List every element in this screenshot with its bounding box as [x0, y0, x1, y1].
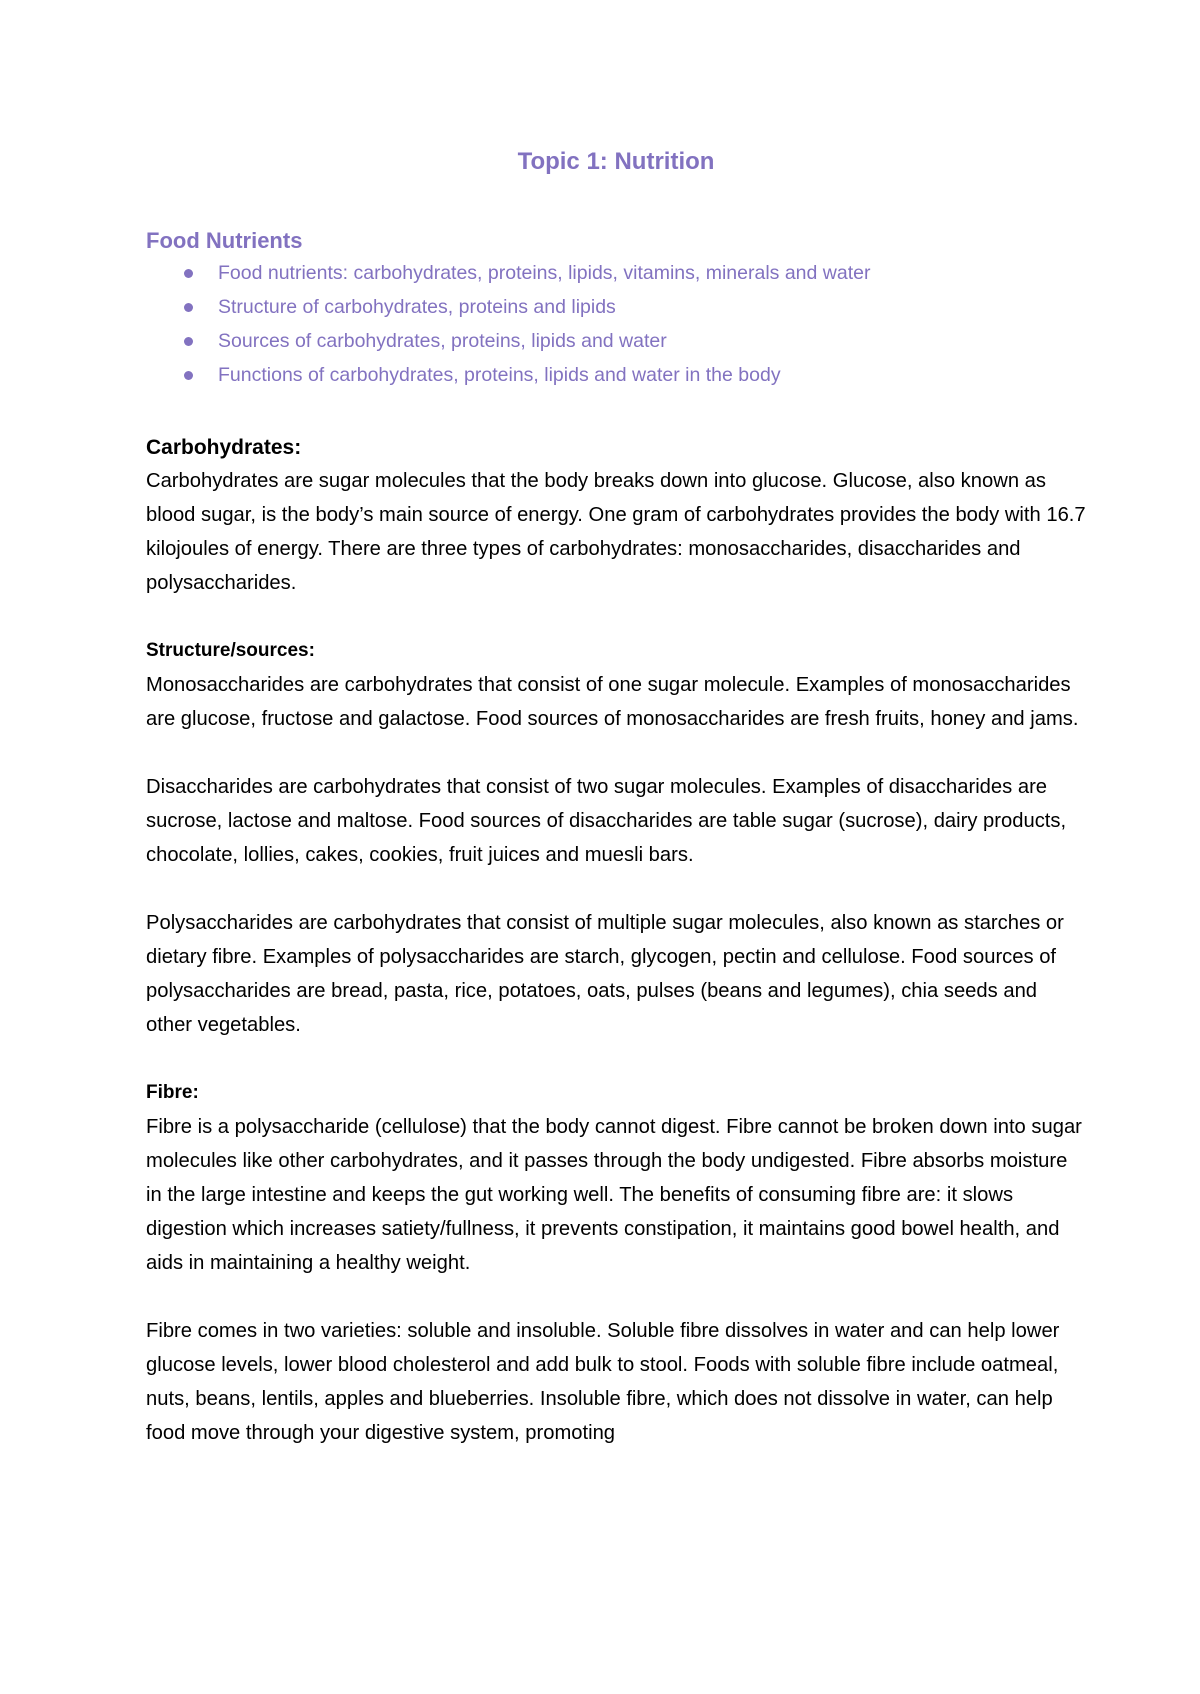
fibre-heading: Fibre: — [146, 1082, 199, 1103]
list-item — [184, 324, 1086, 358]
disaccharides-paragraph: Disaccharides are carbohydrates that consist of two sugar molecules. Examples of disaccharides are sucrose, lactose and maltose. Food sources of disaccharides are table sugar (sucrose), dairy products, chocolate, lollies, cakes, cookies, fruit juices and muesli bars. — [146, 776, 1067, 866]
bullet-icon — [184, 303, 193, 312]
carbohydrates-intro: Carbohydrates are sugar molecules that the body breaks down into glucose. Glucose, also known as blood sugar, is the body’s main source of energy. One gram of carbohydrates provides the body with 16.7 kilojoules of energy. There are three types of carbohydrates: monosaccharides, disaccharides and polysaccharides. — [146, 470, 1086, 594]
fibre-paragraph-2: Fibre comes in two varieties: soluble and insoluble. Soluble fibre dissolves in water and can help lower glucose levels, lower blood cholesterol and add bulk to stool. Foods with soluble fibre include oatmeal, nuts, beans, lentils, apples and blueberries. Insoluble fibre, which does not dissolve in water, can help food move through your digestive system, promoting — [146, 1320, 1060, 1444]
carbohydrates-heading: Carbohydrates: — [146, 436, 302, 459]
list-item-text: Sources of carbohydrates, proteins, lipids and water — [218, 330, 667, 352]
food-nutrients-heading: Food Nutrients — [146, 228, 303, 253]
paragraph-spacer — [146, 600, 1086, 634]
polysaccharides-paragraph: Polysaccharides are carbohydrates that consist of multiple sugar molecules, also known as starches or dietary fibre. Examples of polysaccharides are starch, glycogen, pectin and cellulose. Food sources of polysaccharides are bread, pasta, rice, potatoes, oats, pulses (beans and legumes), chia seeds and other vegetables. — [146, 912, 1064, 1036]
paragraph-spacer — [146, 1280, 1086, 1314]
list-item — [184, 358, 1086, 392]
monosaccharides-paragraph: Monosaccharides are carbohydrates that consist of one sugar molecule. Examples of monosaccharides are glucose, fructose and galactose. Food sources of monosaccharides are fresh fruits, honey and jams. — [146, 674, 1079, 730]
fibre-paragraph-1: Fibre is a polysaccharide (cellulose) that the body cannot digest. Fibre cannot be broken down into sugar molecules like other carbohydrates, and it passes through the body undigested. Fibre absorbs moisture in the large intestine and keeps the gut working well. The benefits of consuming fibre are: it slows digestion which increases satiety/fullness, it prevents constipation, it maintains good bowel health, and aids in maintaining a healthy weight. — [146, 1116, 1082, 1274]
food-nutrients-list — [146, 256, 1086, 392]
list-item-text: Functions of carbohydrates, proteins, lipids and water in the body — [218, 364, 781, 386]
document-title: Topic 1: Nutrition — [517, 148, 715, 175]
list-item — [184, 290, 1086, 324]
bullet-icon — [184, 337, 193, 346]
structure-sources-heading: Structure/sources: — [146, 640, 315, 661]
document-content — [146, 140, 1086, 1450]
bullet-icon — [184, 371, 193, 380]
list-item-text: Food nutrients: carbohydrates, proteins, lipids, vitamins, minerals and water — [218, 262, 871, 284]
paragraph-spacer — [146, 736, 1086, 770]
list-item — [184, 256, 1086, 290]
bullet-icon — [184, 269, 193, 278]
paragraph-spacer — [146, 1042, 1086, 1076]
paragraph-spacer — [146, 872, 1086, 906]
list-item-text: Structure of carbohydrates, proteins and lipids — [218, 296, 616, 318]
